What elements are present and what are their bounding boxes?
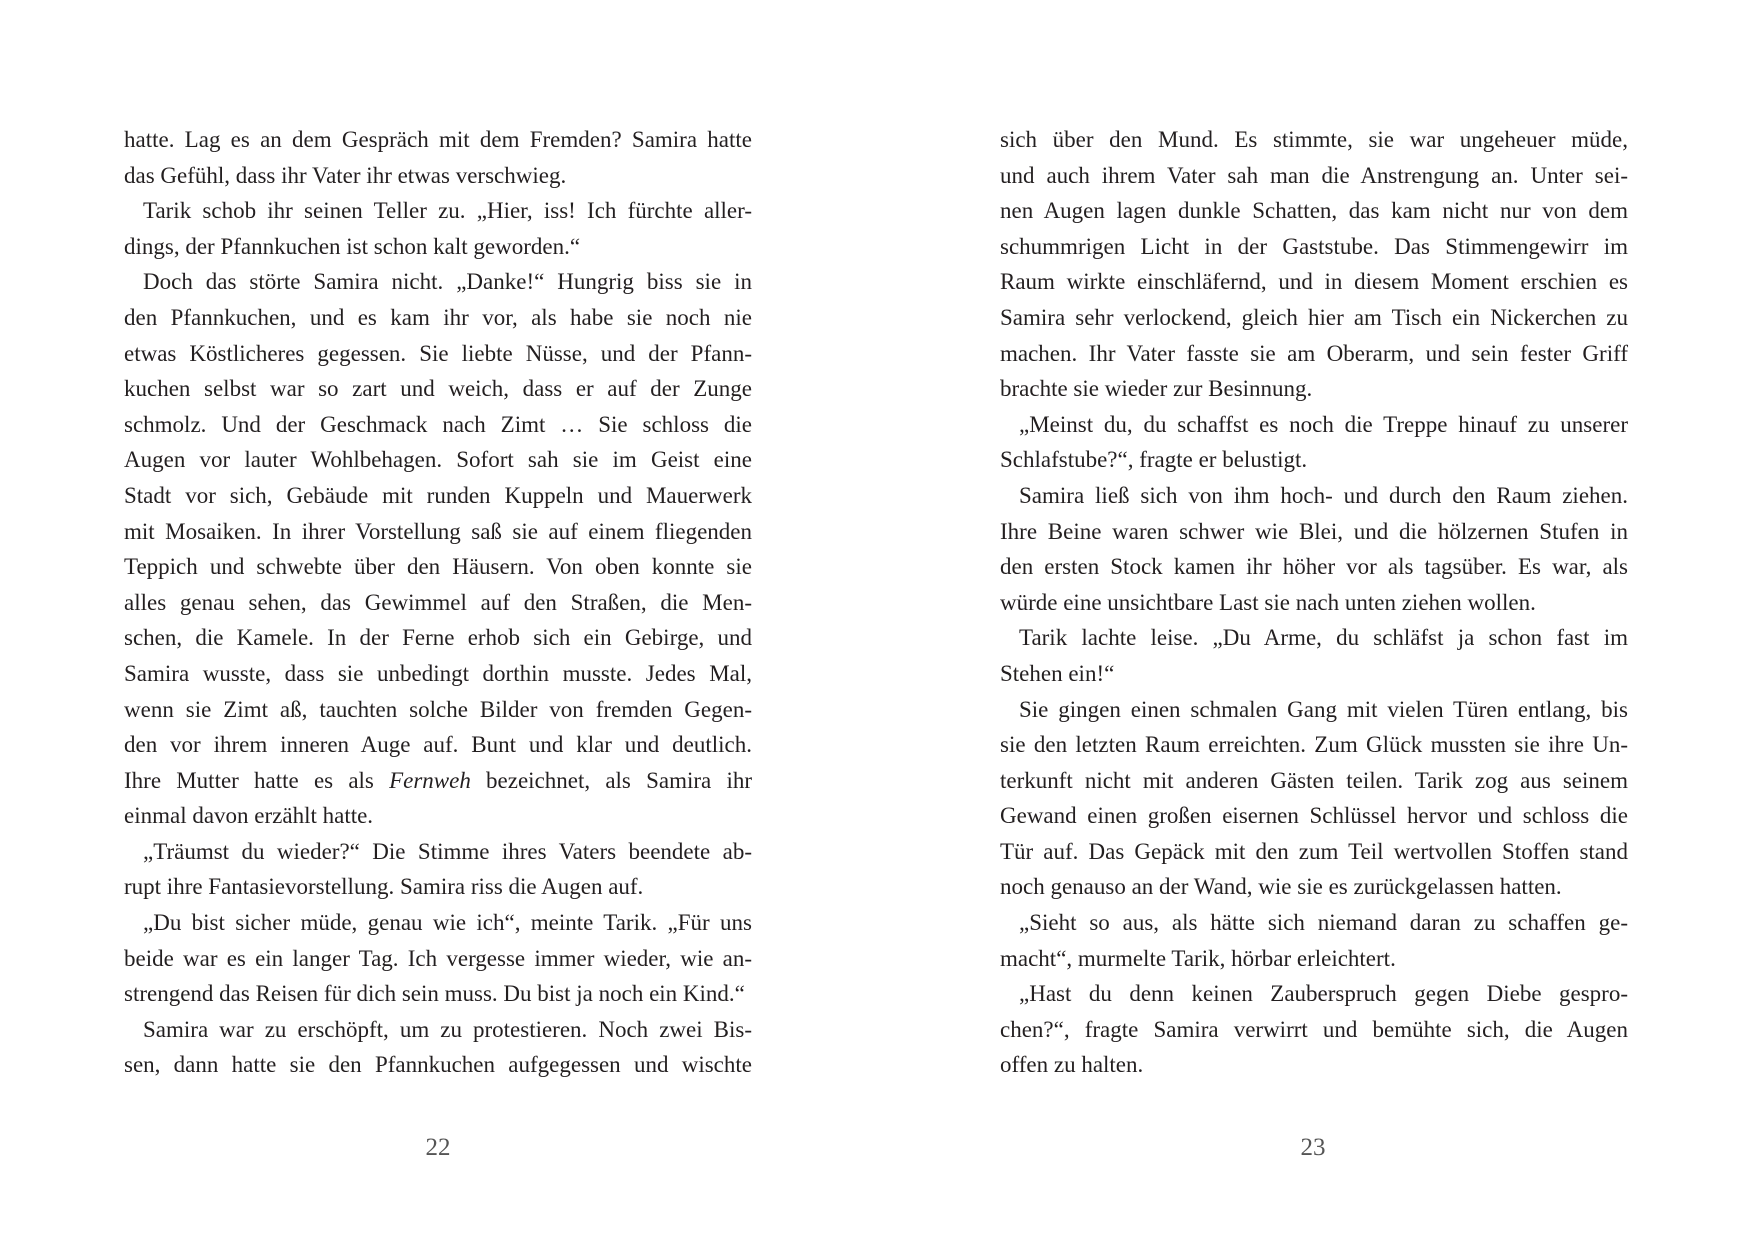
right-page-number: 23 bbox=[1300, 1134, 1326, 1161]
text-line: den vor ihrem inneren Auge auf. Bunt und klar und deutlich. bbox=[124, 732, 752, 758]
text-line: macht“, murmelte Tarik, hörbar erleichtert. bbox=[1000, 945, 1396, 971]
text-segment: bezeichnet, als Samira ihr bbox=[470, 767, 752, 793]
text-line: Ihre Beine waren schwer wie Blei, und die hölzernen Stufen in bbox=[1000, 518, 1628, 544]
text-line: sen, dann hatte sie den Pfannkuchen aufgegessen und wischte bbox=[124, 1052, 752, 1078]
text-line: nen Augen lagen dunkle Schatten, das kam nicht nur von dem bbox=[1000, 198, 1628, 224]
text-line: etwas Köstlicheres gegessen. Sie liebte Nüsse, und der Pfann- bbox=[124, 340, 752, 366]
text-line: „Sieht so aus, als hätte sich niemand daran zu schaffen ge- bbox=[1019, 910, 1628, 936]
text-line: wenn sie Zimt aß, tauchten solche Bilder von fremden Gegen- bbox=[124, 696, 752, 722]
text-line: das Gefühl, dass ihr Vater ihr etwas verschwieg. bbox=[124, 162, 567, 188]
text-line: Doch das störte Samira nicht. „Danke!“ Hungrig biss sie in bbox=[143, 269, 752, 295]
text-line: offen zu halten. bbox=[1000, 1052, 1144, 1078]
left-page-number: 22 bbox=[425, 1134, 451, 1161]
text-line: Stadt vor sich, Gebäude mit runden Kuppeln und Mauerwerk bbox=[124, 482, 752, 508]
text-line: rupt ihre Fantasievorstellung. Samira riss die Augen auf. bbox=[124, 874, 644, 900]
text-line: hatte. Lag es an dem Gespräch mit dem Fremden? Samira hatte bbox=[124, 127, 752, 152]
text-line: noch genauso an der Wand, wie sie es zurückgelassen hatten. bbox=[1000, 874, 1562, 900]
text-line: „Träumst du wieder?“ Die Stimme ihres Vaters beendete ab- bbox=[143, 838, 752, 864]
text-line: mit Mosaiken. In ihrer Vorstellung saß sie auf einem fliegenden bbox=[124, 518, 752, 544]
text-line: sich über den Mund. Es stimmte, sie war ungeheuer müde, bbox=[1000, 127, 1628, 152]
text-line: dings, der Pfannkuchen ist schon kalt geworden.“ bbox=[124, 233, 581, 259]
text-line: Schlafstube?“, fragte er belustigt. bbox=[1000, 447, 1308, 473]
text-line: sie den letzten Raum erreichten. Zum Glück mussten sie ihre Un- bbox=[1000, 732, 1628, 758]
text-line: „Du bist sicher müde, genau wie ich“, meinte Tarik. „Für uns bbox=[143, 910, 752, 936]
right-page bbox=[874, 0, 1748, 1240]
text-line: Tarik lachte leise. „Du Arme, du schläfst ja schon fast im bbox=[1019, 625, 1628, 651]
text-line: Teppich und schwebte über den Häusern. Von oben konnte sie bbox=[124, 554, 752, 580]
text-line: Augen vor lauter Wohlbehagen. Sofort sah sie im Geist eine bbox=[124, 447, 752, 473]
text-line: terkunft nicht mit anderen Gästen teilen. Tarik zog aus seinem bbox=[1000, 767, 1628, 793]
text-line: alles genau sehen, das Gewimmel auf den Straßen, die Men- bbox=[124, 589, 752, 615]
text-line: „Hast du denn keinen Zauberspruch gegen Diebe gespro- bbox=[1019, 981, 1628, 1007]
text-line: Stehen ein!“ bbox=[1000, 660, 1115, 686]
italic-word: Fernweh bbox=[389, 767, 471, 793]
text-segment: Ihre Mutter hatte es als bbox=[124, 767, 390, 793]
text-line: kuchen selbst war so zart und weich, dass er auf der Zunge bbox=[124, 376, 752, 402]
text-line: „Meinst du, du schaffst es noch die Treppe hinauf zu unserer bbox=[1019, 411, 1628, 437]
text-line: würde eine unsichtbare Last sie nach unten ziehen wollen. bbox=[1000, 589, 1536, 615]
text-line: schummrigen Licht in der Gaststube. Das Stimmengewirr im bbox=[1000, 233, 1628, 259]
text-line: Sie gingen einen schmalen Gang mit vielen Türen entlang, bis bbox=[1019, 696, 1628, 722]
text-line: machen. Ihr Vater fasste sie am Oberarm, und sein fester Griff bbox=[1000, 340, 1628, 366]
text-line: beide war es ein langer Tag. Ich vergesse immer wieder, wie an- bbox=[124, 945, 752, 971]
text-line: Samira wusste, dass sie unbedingt dorthin musste. Jedes Mal, bbox=[124, 660, 752, 686]
text-line: Samira sehr verlockend, gleich hier am Tisch ein Nickerchen zu bbox=[1000, 304, 1628, 330]
text-line: Raum wirkte einschläfernd, und in diesem Moment erschien es bbox=[1000, 269, 1628, 295]
text-line: Tarik schob ihr seinen Teller zu. „Hier, iss! Ich fürchte aller- bbox=[143, 198, 752, 224]
text-line: Samira war zu erschöpft, um zu protestieren. Noch zwei Bis- bbox=[143, 1016, 752, 1042]
text-line: den Pfannkuchen, und es kam ihr vor, als habe sie noch nie bbox=[124, 304, 752, 330]
text-line bbox=[124, 763, 752, 799]
left-page-text bbox=[124, 122, 752, 1083]
text-line: Samira ließ sich von ihm hoch- und durch den Raum ziehen. bbox=[1019, 482, 1628, 508]
right-page-text bbox=[1000, 122, 1628, 1083]
text-line: strengend das Reisen für dich sein muss. Du bist ja noch ein Kind.“ bbox=[124, 981, 745, 1007]
text-line: Gewand einen großen eisernen Schlüssel hervor und schloss die bbox=[1000, 803, 1628, 829]
text-line: schmolz. Und der Geschmack nach Zimt … Sie schloss die bbox=[124, 411, 752, 437]
text-line: schen, die Kamele. In der Ferne erhob sich ein Gebirge, und bbox=[124, 625, 752, 651]
text-line: den ersten Stock kamen ihr höher vor als tagsüber. Es war, als bbox=[1000, 554, 1628, 580]
text-line: chen?“, fragte Samira verwirrt und bemühte sich, die Augen bbox=[1000, 1016, 1628, 1042]
text-line: einmal davon erzählt hatte. bbox=[124, 803, 374, 829]
text-line: und auch ihrem Vater sah man die Anstrengung an. Unter sei- bbox=[1000, 162, 1628, 188]
text-line: Tür auf. Das Gepäck mit den zum Teil wertvollen Stoffen stand bbox=[1000, 838, 1628, 864]
text-line: brachte sie wieder zur Besinnung. bbox=[1000, 376, 1313, 402]
